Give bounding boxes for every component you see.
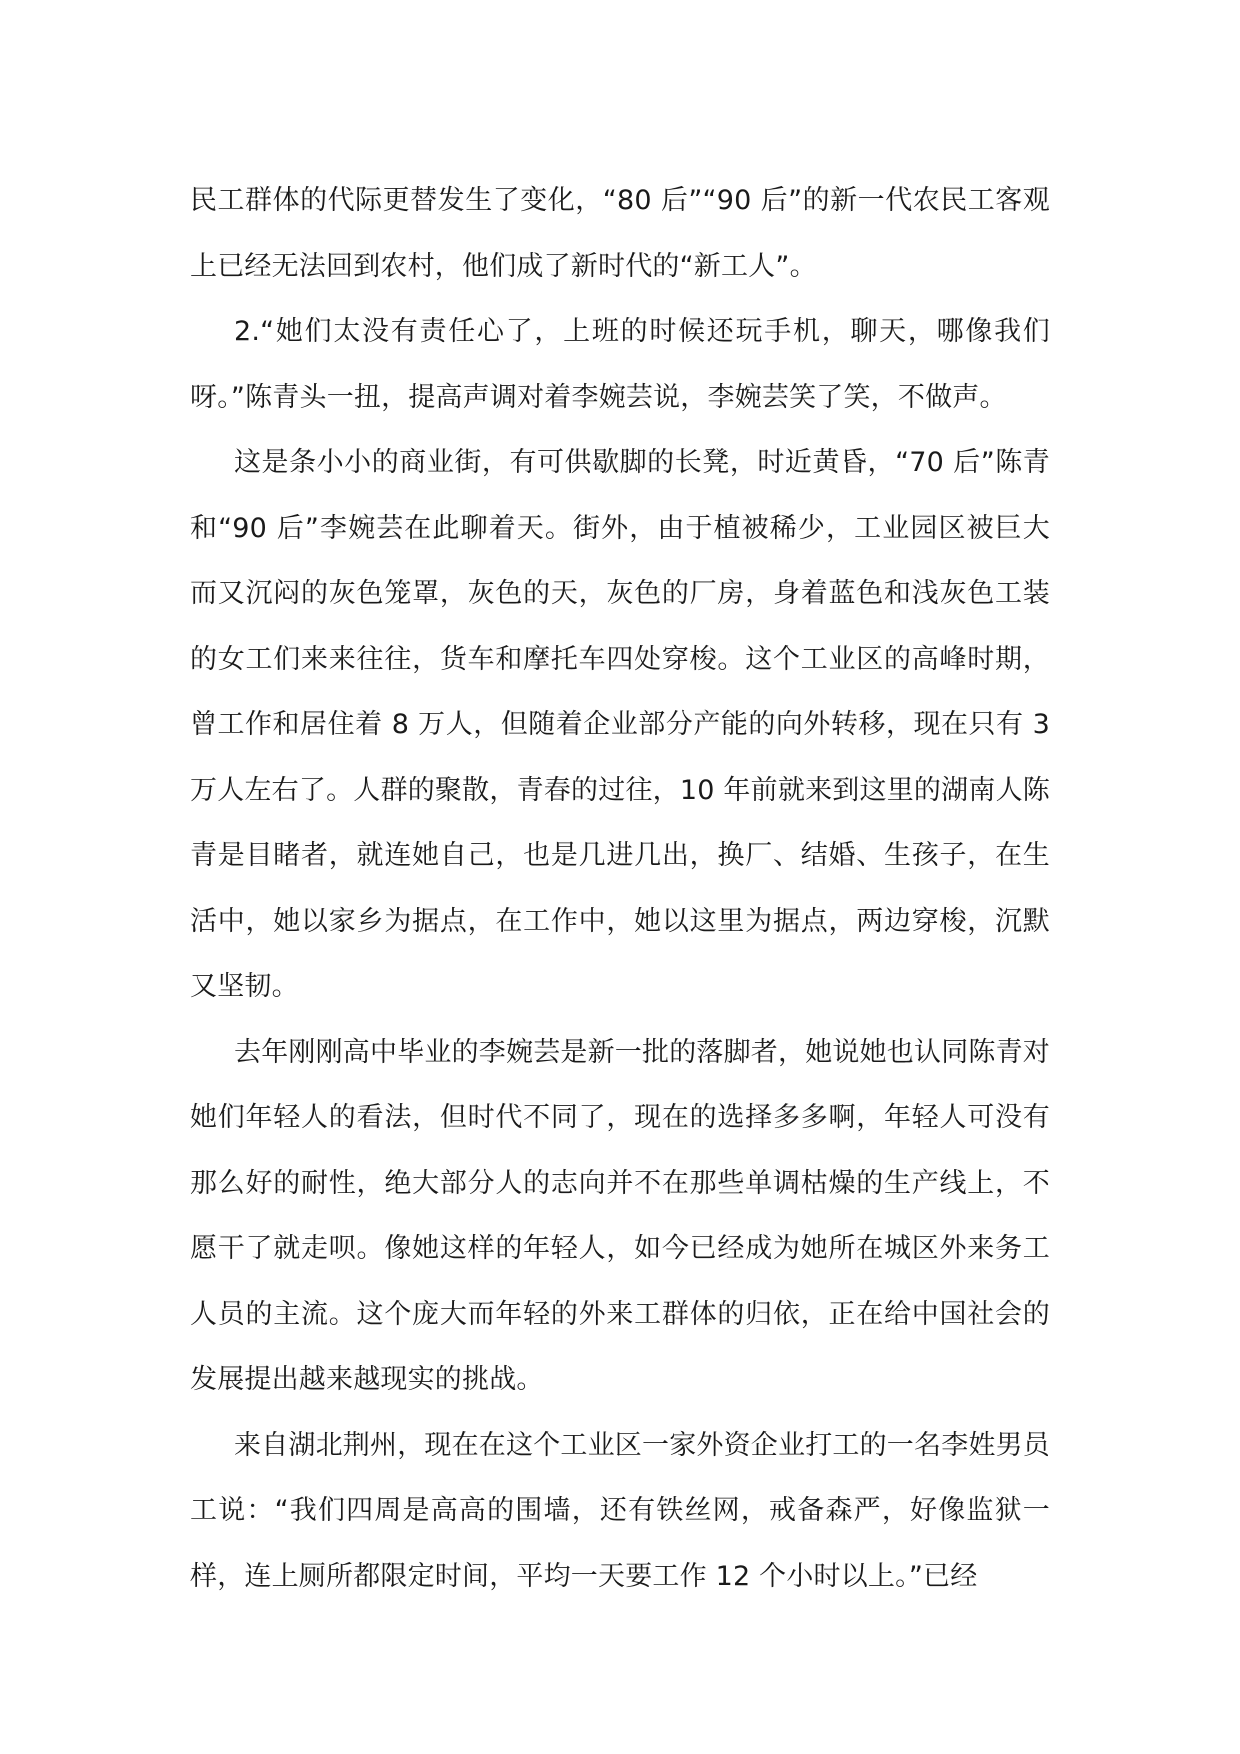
paragraph-5: 来自湖北荆州，现在在这个工业区一家外资企业打工的一名李姓男员工说：“我们四周是高高的围墙，还有铁丝网，戒备森严，好像监狱一样，连上厕所都限定时间，平均一天要工作 12 个小时以上。”已经 (190, 1429, 1050, 1592)
paragraph-4: 去年刚刚高中毕业的李婉芸是新一批的落脚者，她说她也认同陈青对她们年轻人的看法，但时代不同了，现在的选择多多啊，年轻人可没有那么好的耐性，绝大部分人的志向并不在那些单调枯燥的生产线上，不愿干了就走呗。像她这样的年轻人，如今已经成为她所在城区外来务工人员的主流。这个庞大而年轻的外来工群体的归依，正在给中国社会的发展提出越来越现实的挑战。 (190, 1036, 1050, 1395)
paragraph-3: 这是条小小的商业街，有可供歇脚的长凳，时近黄昏，“70 后”陈青和“90 后”李婉芸在此聊着天。街外，由于植被稀少，工业园区被巨大而又沉闷的灰色笼罩，灰色的天，灰色的厂房，身着蓝色和浅灰色工装的女工们来来往往，货车和摩托车四处穿梭。这个工业区的高峰时期，曾工作和居住着 8 万人，但随着企业部分产能的向外转移，现在只有 3 万人左右了。人群的聚散，青春的过往，10 年前就来到这里的湖南人陈青是目睹者，就连她自己，也是几进几出，换厂、结婚、生孩子，在生活中，她以家乡为据点，在工作中，她以这里为据点，两边穿梭，沉默又坚韧。 (190, 447, 1050, 1002)
document-body (190, 168, 1050, 1609)
paragraph-2: 2.“她们太没有责任心了，上班的时候还玩手机，聊天，哪像我们呀。”陈青头一扭，提高声调对着李婉芸说，李婉芸笑了笑，不做声。 (190, 316, 1050, 413)
paragraph-1: 民工群体的代际更替发生了变化，“80 后”“90 后”的新一代农民工客观上已经无法回到农村，他们成了新时代的“新工人”。 (190, 185, 1050, 282)
